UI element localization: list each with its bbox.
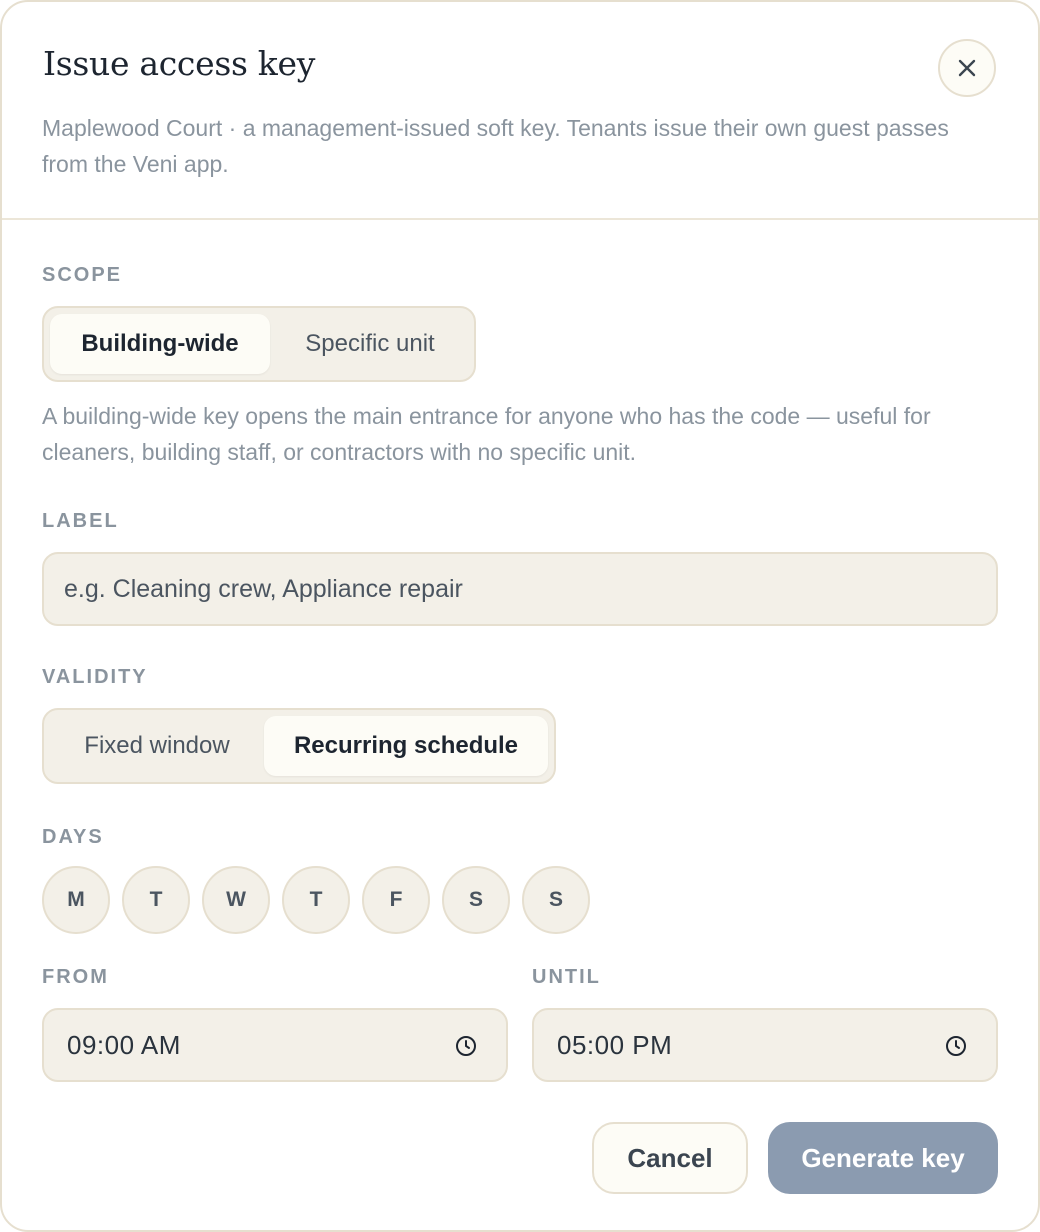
clock-icon[interactable] — [944, 1034, 968, 1058]
generate-key-button[interactable]: Generate key — [768, 1122, 998, 1194]
dialog-title: Issue access key — [43, 44, 316, 83]
from-time-input[interactable] — [42, 1008, 508, 1082]
label-field-label: LABEL — [42, 510, 119, 532]
label-input[interactable] — [42, 552, 998, 626]
close-button[interactable] — [938, 39, 996, 97]
scope-label: SCOPE — [42, 264, 123, 286]
dialog-header — [2, 2, 1038, 220]
scope-option-specific-unit[interactable]: Specific unit — [305, 330, 435, 357]
scope-option-building-wide[interactable]: Building-wide — [50, 314, 270, 374]
validity-label: VALIDITY — [42, 666, 148, 688]
day-toggle-sunday[interactable]: S — [522, 866, 590, 934]
scope-help-text: A building-wide key opens the main entrance for anyone who has the code — useful for cleaners, building staff, or contractors with no specific unit. — [42, 403, 931, 465]
until-time-input[interactable] — [532, 1008, 998, 1082]
from-time-value: 09:00 AM — [67, 1030, 181, 1060]
validity-option-fixed-window[interactable]: Fixed window — [84, 732, 230, 759]
dialog-subtitle: Maplewood Court · a management-issued soft key. Tenants issue their own guest passes from the Veni app. — [42, 115, 949, 177]
day-toggle-tuesday[interactable]: T — [122, 866, 190, 934]
validity-option-recurring-schedule[interactable]: Recurring schedule — [264, 716, 548, 776]
until-label: UNTIL — [532, 966, 601, 988]
close-icon — [956, 57, 978, 79]
day-toggle-wednesday[interactable]: W — [202, 866, 270, 934]
day-toggle-saturday[interactable]: S — [442, 866, 510, 934]
day-toggle-thursday[interactable]: T — [282, 866, 350, 934]
day-toggle-monday[interactable]: M — [42, 866, 110, 934]
validity-toggle — [42, 708, 556, 784]
from-label: FROM — [42, 966, 109, 988]
clock-icon[interactable] — [454, 1034, 478, 1058]
day-toggle-friday[interactable]: F — [362, 866, 430, 934]
days-label: DAYS — [42, 826, 104, 848]
scope-toggle — [42, 306, 476, 382]
cancel-button[interactable]: Cancel — [592, 1122, 748, 1194]
until-time-value: 05:00 PM — [557, 1030, 673, 1060]
